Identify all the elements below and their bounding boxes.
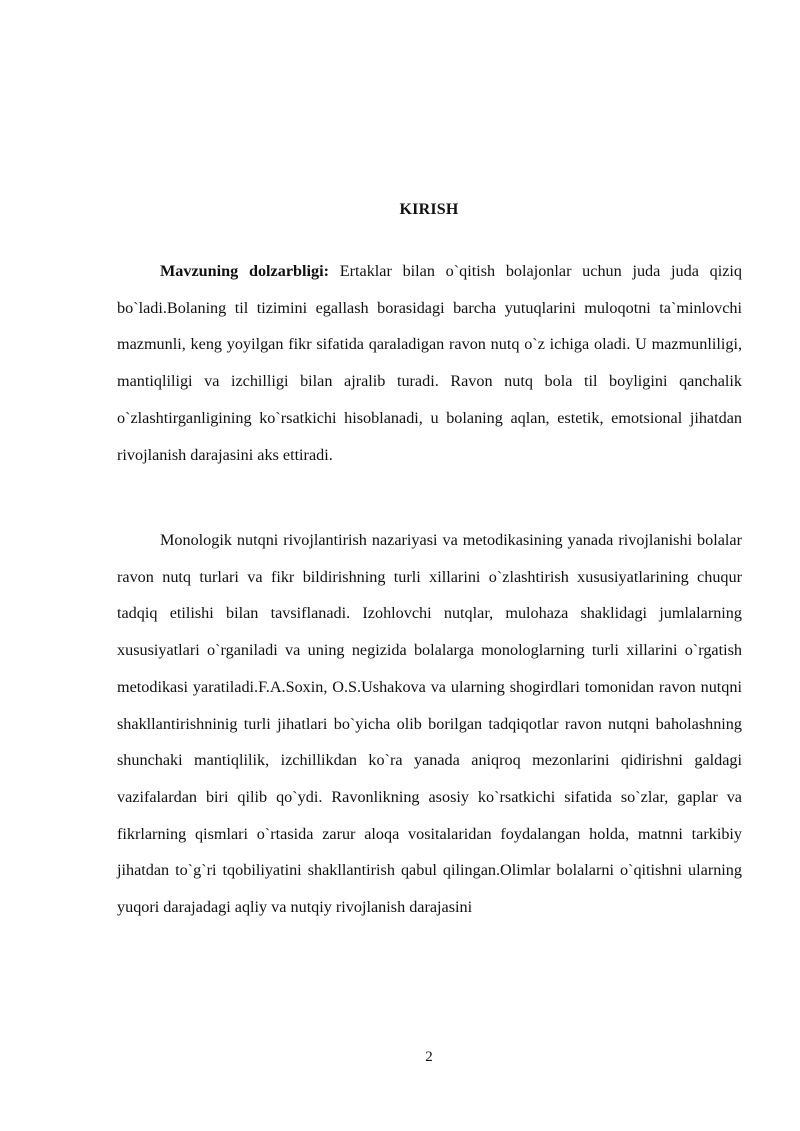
paragraph-relevance: [117, 253, 742, 473]
paragraph-monologic-speech: Monologik nutqni rivojlantirish nazariyasi va metodikasining yanada rivojlanishi bolalar ravon nutq turlari va fikr bildirishning turli xillarini o`zlashtirish xususiyatlarining chuqur tadqiq etilishi bilan tavsiflanadi. Izohlovchi nutqlar, mulohaza shaklidagi jumlalarning xususiyatlari o`rganiladi va uning negizida bolalarga monologlarning turli xillarini o`rgatish metodikasi yaratiladi.F.A.Soxin, O.S.Ushakova va ularning shogirdlari tomonidan ravon nutqni shakllantirishninig turli jihatlari bo`yicha olib borilgan tadqiqotlar ravon nutqni baholashning shunchaki mantiqlilik, izchillikdan ko`ra yanada aniqroq mezonlarini qidirishni galdagi vazifalardan biri qilib qo`ydi. Ravonlikning asosiy ko`rsatkichi sifatida so`zlar, gaplar va fikrlarning qismlari o`rtasida zarur aloqa vositalaridan foydalangan holda, matnni tarkibiy jihatdan to`g`ri tqobiliyatini shakllantirish qabul qilingan.Olimlar bolalarni o`qitishni ularning yuqori darajadagi aqliy va nutqiy rivojlanish darajasini: [117, 531, 742, 917]
section-heading: KIRISH: [399, 201, 459, 218]
paragraph-text: Ertaklar bilan o`qitish bolajonlar uchun juda juda qiziq bo`ladi.Bolaning til tizimini egallash borasidagi barcha yutuqlarini muloqotni ta`minlovchi mazmunli, keng yoyilgan fikr sifatida qaraladigan ravon nutq o`z ichiga oladi. U mazmunliligi, mantiqliligi va izchilligi bilan ajralib turadi. Ravon nutq bola til boyligini qanchalik o`zlashtirganligining ko`rsatkichi hisoblanadi, u bolaning aqlan, estetik, emotsional jihatdan rivojlanish darajasini aks ettiradi.: [117, 262, 742, 464]
page-number: 2: [425, 1049, 433, 1065]
paragraph-lead: Mavzuning dolzarbligi:: [160, 262, 330, 280]
